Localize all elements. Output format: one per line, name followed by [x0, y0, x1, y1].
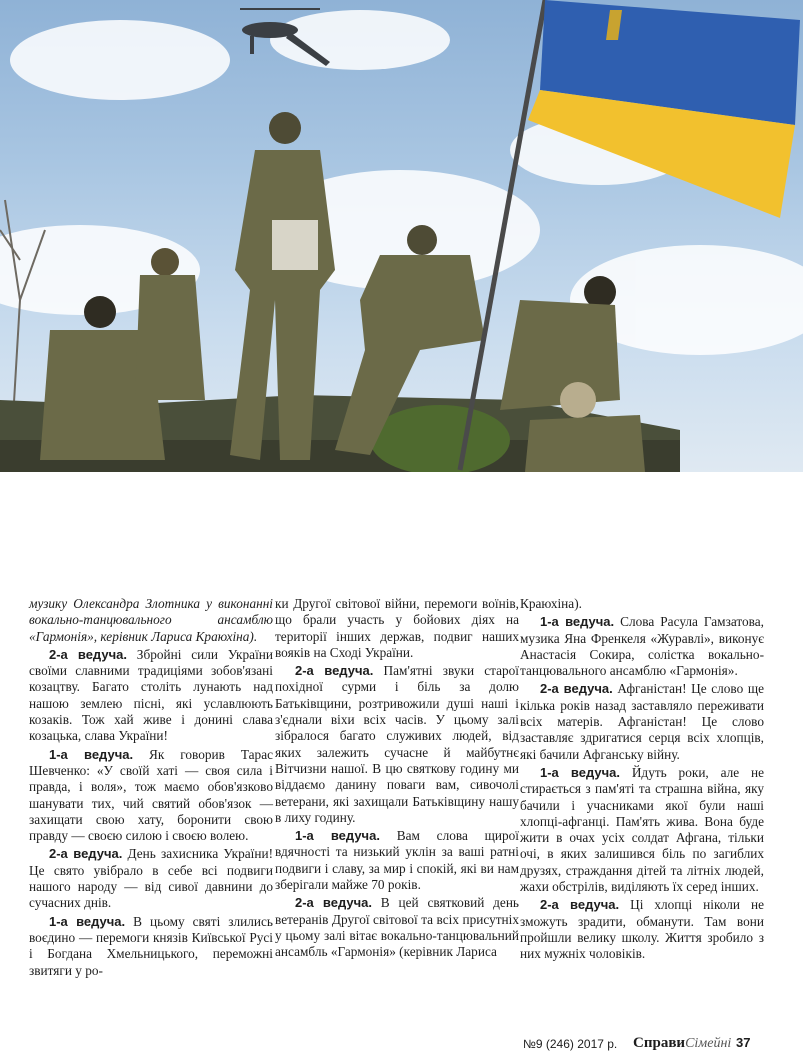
paragraph: музику Олександра Злотника у виконанні вокально-танцювального ансамблю «Гармонія», керівник Лариса Краюхіна).: [29, 596, 273, 644]
speaker-label: 2-а ведуча.: [295, 895, 372, 911]
soldiers-on-apc-illustration: [0, 0, 803, 472]
paragraph-text: Пам'ятні звуки старої похідної сурми і біль за долю Батьківщини, розтривожили душі наші і з'єднали віхи всіх часів. У цьому залі зібралося багато служивих людей, від яких залежить сучасне й майбутнє Вітчизни нашої. В цю святкову годину ми віддаємо данину поваги вам, сивочолі ветерани, які захищали Батьківщину нашу в лиху годину.: [275, 663, 520, 825]
text-column-3: [520, 596, 764, 963]
issue-number: №9 (246) 2017 р.: [523, 1037, 618, 1051]
speaker-label: 1-а ведуча.: [49, 913, 126, 929]
speaker-label: 2-а ведуча.: [49, 846, 123, 862]
text-column-1: [29, 596, 273, 979]
speaker-label: 2-а ведуча.: [295, 663, 374, 679]
speaker-label: 1-а ведуча.: [540, 614, 615, 630]
paragraph: [29, 914, 273, 979]
paragraph-text: Афганістан! Це слово ще кілька років назад заставляло переживати всіх матерів. Афганістан! Це слово заставляє здригатися серця всіх хлопців, які бачили Афганську війну.: [520, 681, 764, 762]
page-number: 37: [736, 1035, 751, 1050]
paragraph: [29, 747, 273, 845]
paragraph-text: В цей святковий день ветеранів Другої світової та всіх присутніх у цьому залі вітає вокально-танцювальний ансамбль «Гармонія» (керівник Лариса: [275, 895, 519, 960]
magazine-title: Справи: [633, 1035, 686, 1051]
paragraph: Краюхіна).: [520, 596, 582, 611]
paragraph: [520, 897, 764, 962]
paragraph-text: День захисника України! Це свято увібрало в себе всі подвиги нашого народу — від сивої давнини до сучасних днів.: [29, 846, 273, 911]
magazine-logo: [633, 1035, 731, 1052]
speaker-label: 2-а ведуча.: [540, 897, 620, 913]
speaker-label: 1-а ведуча.: [49, 746, 134, 762]
paragraph: [29, 846, 273, 911]
magazine-title-script: Сімейні: [685, 1036, 732, 1051]
paragraph-text: В цьому святі злились воєдино — перемоги князів Київської Русі і Богдана Хмельницького, переможні звитяги у ро-: [29, 913, 273, 978]
speaker-label: 1-а ведуча.: [295, 828, 380, 844]
paragraph: [275, 895, 519, 960]
paragraph-text: Йдуть роки, але не стирається з пам'яті та страшна війна, яку бачили і учасниками якої були наші хлопці-афганці. Пам'ять жива. Вона буде жити в очах усіх солдат Афгана, тільки очі, в яких залишився біль по загиблих друзях, страждання дітей та літніх людей, жахи обстрілів, виділяють їх серед інших.: [520, 764, 764, 895]
paragraph: [275, 828, 519, 893]
paragraph-text: Слова Расула Гамзатова, музика Яна Френкеля «Журавлі», виконує Анастасія Сокира, солістка вокально-танцювального ансамблю «Гармонія».: [520, 614, 764, 679]
text-column-2: [275, 596, 519, 961]
paragraph-text: Ці хлопці ніколи не зможуть зрадити, обманути. Там вони пройшли велику школу. Життя зробило з них мужніх чоловіків.: [520, 897, 764, 962]
paragraph: [520, 681, 764, 762]
paragraph-text: Як говорив Тарас Шевченко: «У своїй хаті — своя сила і правда, і воля», тож маємо обов'язково шанувати тих, чий святий обов'язок — захищати свою хату, боронити свою правду — своєю силою і своєю волею.: [29, 746, 273, 844]
speaker-label: 2-а ведуча.: [540, 681, 613, 697]
page-footer: [523, 1035, 783, 1055]
paragraph: [520, 614, 764, 679]
speaker-label: 1-а ведуча.: [540, 764, 620, 780]
hero-photo: [0, 0, 803, 472]
paragraph-text: Вам слова щирої вдячності та низький уклін за ваші ратні подвиги і славу, за мир і спокій, які ви нам зберігали майже 70 років.: [275, 828, 519, 893]
paragraph: ки Другої світової війни, перемоги воїнів, що брали участь у бойових діях на території інших держав, подвиг наших вояків на Сході України.: [275, 596, 519, 660]
paragraph: [275, 663, 519, 826]
ukrainian-flag: [528, 0, 800, 218]
speaker-label: 2-а ведуча.: [49, 646, 127, 662]
paragraph: [520, 765, 764, 895]
paragraph-text: Збройні сили України своїми славними традиціями зобов'язані козацтву. Багато століть лунають над нашою землею пісні, які уславлюють козаків. Тож хай живе і донині слава козацька, слава України!: [29, 646, 273, 744]
paragraph: [29, 647, 273, 745]
